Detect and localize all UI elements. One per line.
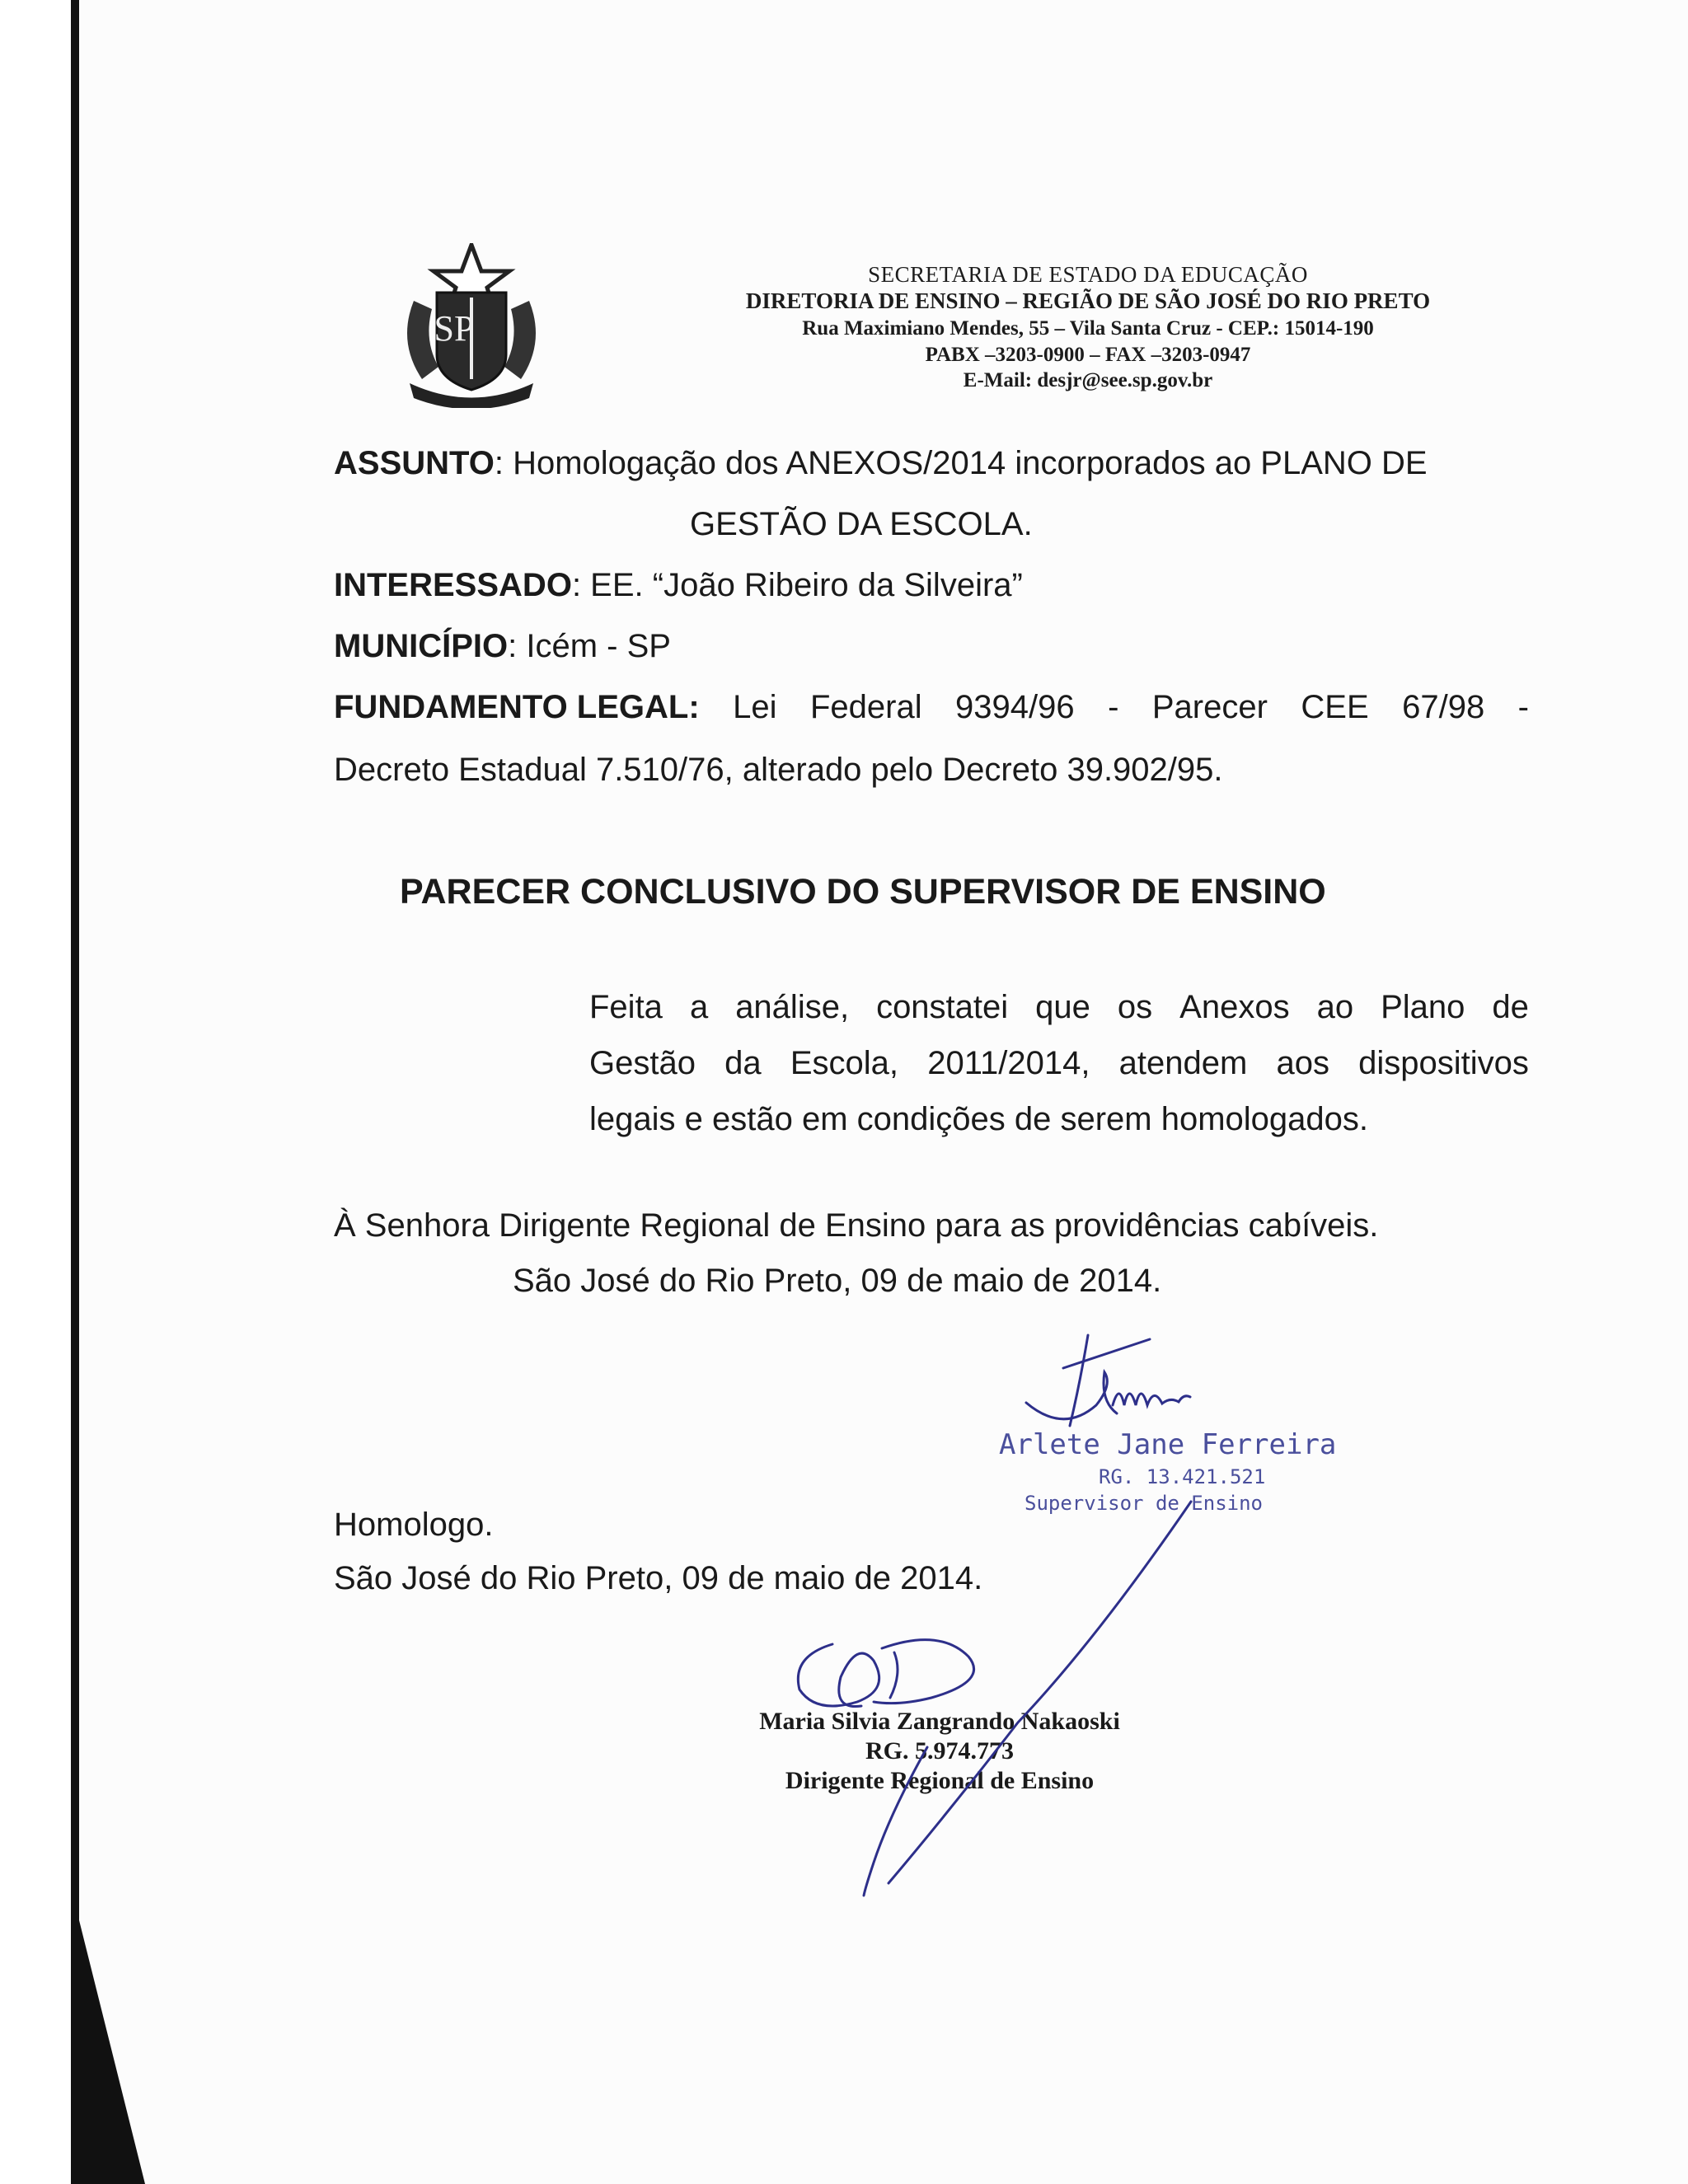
assunto-line: ASSUNTO: Homologação dos ANEXOS/2014 incorporados ao PLANO DE bbox=[334, 445, 1428, 481]
fundamento-word: Lei bbox=[733, 689, 777, 725]
fundamento-value-cont: Decreto Estadual 7.510/76, alterado pelo Decreto 39.902/95. bbox=[334, 752, 1223, 788]
stamp-rg: RG. 13.421.521 bbox=[1099, 1465, 1266, 1488]
word: análise, bbox=[735, 989, 850, 1025]
paragraph-line-3: legais e estão em condições de serem homologados. bbox=[589, 1101, 1368, 1137]
word: Plano bbox=[1381, 989, 1465, 1025]
word: Anexos bbox=[1179, 989, 1290, 1025]
fundamento-word: 67/98 bbox=[1402, 689, 1485, 725]
word: de bbox=[1492, 989, 1529, 1025]
municipio-label: MUNICÍPIO bbox=[334, 628, 509, 664]
word: da bbox=[724, 1045, 762, 1081]
document-title: PARECER CONCLUSIVO DO SUPERVISOR DE ENSINO bbox=[400, 872, 1326, 912]
stamp-name: Arlete Jane Ferreira bbox=[999, 1428, 1337, 1461]
assunto-value-cont: GESTÃO DA ESCOLA. bbox=[690, 506, 1033, 542]
homologo-label: Homologo. bbox=[334, 1507, 494, 1543]
fundamento-word: 9394/96 bbox=[955, 689, 1075, 725]
date-2: São José do Rio Preto, 09 de maio de 2014. bbox=[334, 1560, 983, 1596]
fundamento-label: FUNDAMENTO LEGAL: bbox=[334, 689, 700, 725]
word: constatei bbox=[876, 989, 1009, 1025]
stamp-role: Supervisor de Ensino bbox=[1025, 1492, 1263, 1515]
director-name: Maria Silvia Zangrando Nakaoski bbox=[759, 1708, 1120, 1735]
letterhead-address: Rua Maximiano Mendes, 55 – Vila Santa Cruz - CEP.: 15014-190 bbox=[802, 317, 1374, 340]
word: dispositivos bbox=[1358, 1045, 1529, 1081]
word: 2011/2014, bbox=[927, 1045, 1090, 1081]
fundamento-word: Parecer bbox=[1151, 689, 1268, 725]
date-1: São José do Rio Preto, 09 de maio de 2014. bbox=[513, 1263, 1162, 1299]
fundamento-word: - bbox=[1108, 689, 1119, 725]
letterhead-directorate: DIRETORIA DE ENSINO – REGIÃO DE SÃO JOSÉ DO RIO PRETO bbox=[745, 288, 1431, 313]
assunto-label: ASSUNTO bbox=[334, 445, 495, 481]
referral-text: À Senhora Dirigente Regional de Ensino para as providências cabíveis. bbox=[334, 1207, 1379, 1244]
municipio-line: MUNICÍPIO: Icém - SP bbox=[334, 628, 671, 664]
word: a bbox=[689, 989, 709, 1025]
fundamento-word: Federal bbox=[809, 689, 922, 725]
word: ao bbox=[1316, 989, 1354, 1025]
interessado-line: INTERESSADO: EE. “João Ribeiro da Silveira” bbox=[334, 567, 1023, 603]
word: os bbox=[1117, 989, 1153, 1025]
interessado-value: EE. “João Ribeiro da Silveira” bbox=[590, 567, 1023, 603]
letterhead-secretariat: SECRETARIA DE ESTADO DA EDUCAÇÃO bbox=[868, 262, 1308, 287]
fundamento-word: - bbox=[1517, 689, 1529, 725]
word: aos bbox=[1276, 1045, 1329, 1081]
letterhead-email: E-Mail: desjr@see.sp.gov.br bbox=[963, 369, 1213, 391]
word: Escola, bbox=[790, 1045, 899, 1081]
word: Gestão bbox=[589, 1045, 696, 1081]
municipio-value: Icém - SP bbox=[526, 628, 671, 664]
assunto-value: Homologação dos ANEXOS/2014 incorporados ao PLANO DE bbox=[513, 445, 1428, 481]
letterhead-phone: PABX –3203-0900 – FAX –3203-0947 bbox=[925, 344, 1251, 366]
seal-letters: SP bbox=[434, 308, 475, 349]
word: atendem bbox=[1118, 1045, 1248, 1081]
word: Feita bbox=[589, 989, 663, 1025]
fundamento-word: CEE bbox=[1301, 689, 1369, 725]
director-rg: RG. 5.974.773 bbox=[865, 1737, 1014, 1765]
word: que bbox=[1035, 989, 1090, 1025]
director-role: Dirigente Regional de Ensino bbox=[785, 1767, 1095, 1794]
interessado-label: INTERESSADO bbox=[334, 567, 572, 603]
